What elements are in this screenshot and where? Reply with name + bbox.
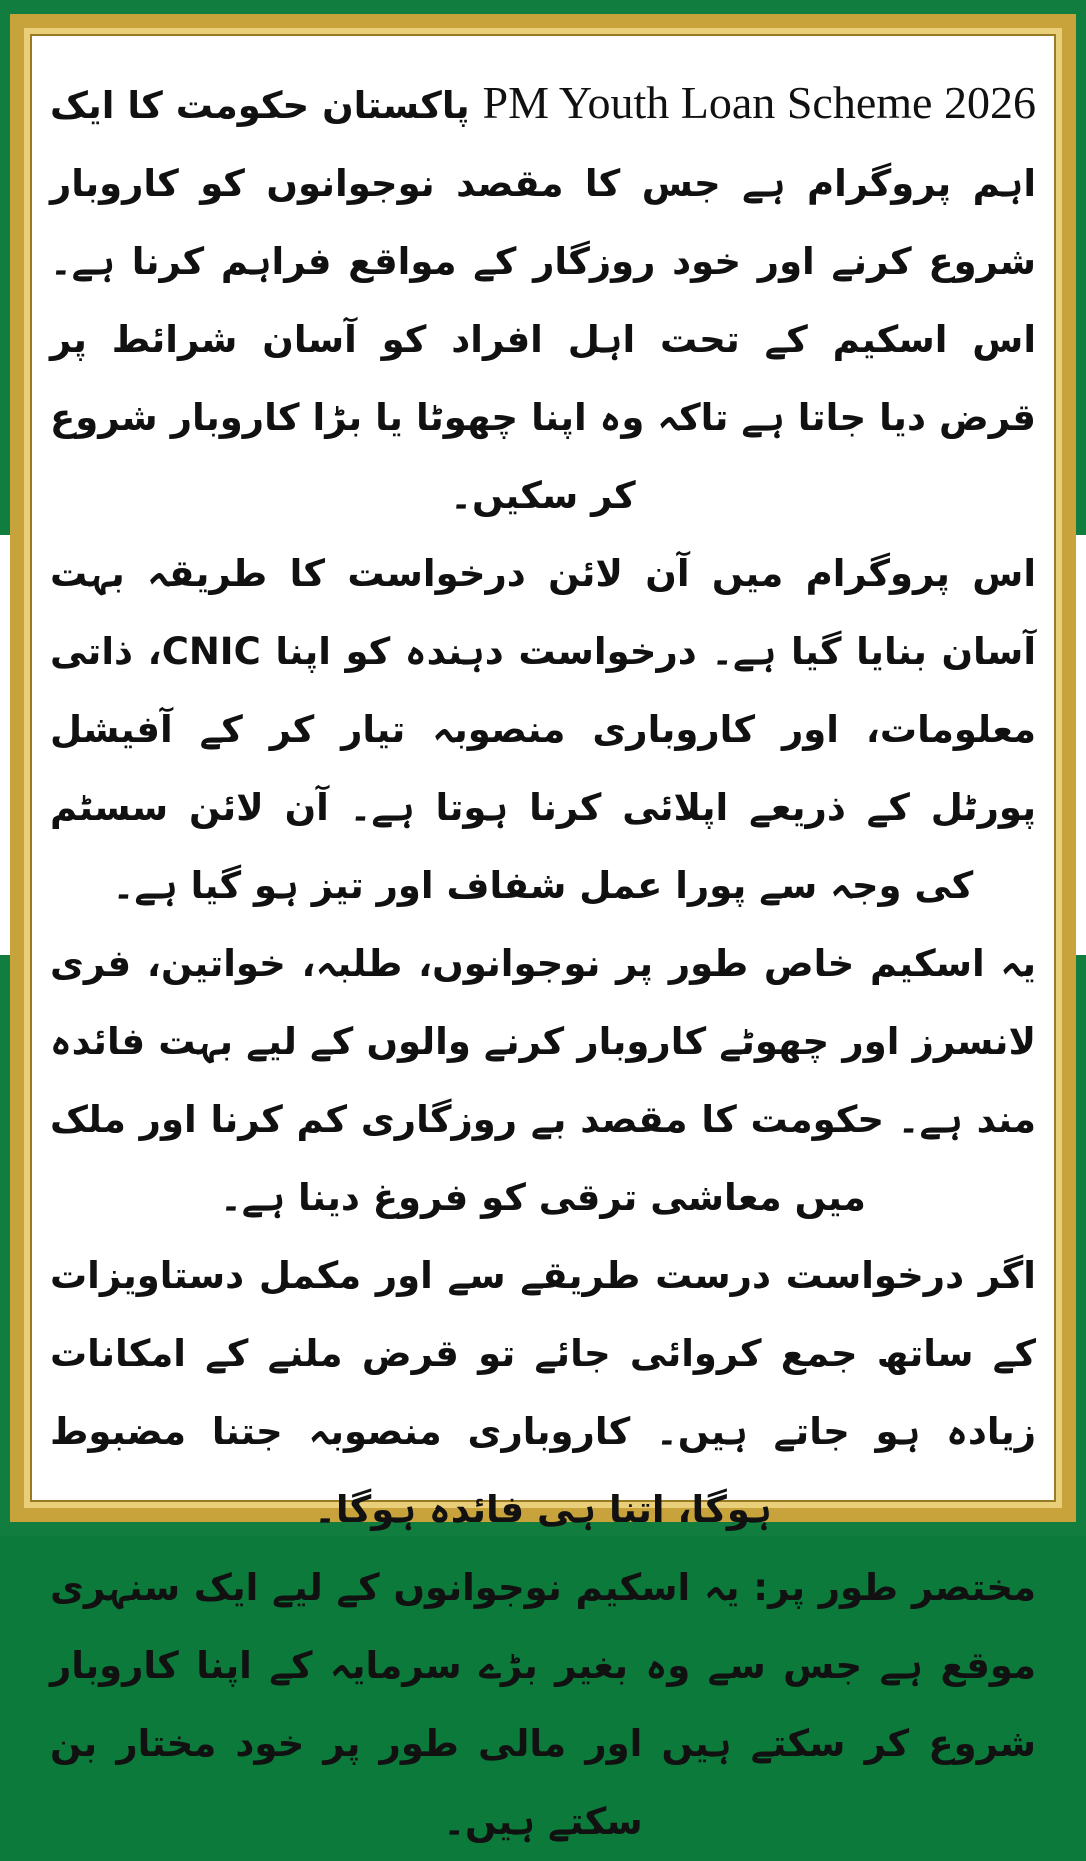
paragraph-summary: مختصر طور پر: یہ اسکیم نوجوانوں کے لیے ایک سنہری موقع ہے جس سے وہ بغیر بڑے سرمایہ کے اپنا کاروبار شروع کر سکتے ہیں اور مالی طور پر خود مختار بن سکتے ہیں۔: [50, 1566, 1036, 1843]
paragraph-documents: اگر درخواست درست طریقے سے اور مکمل دستاویزات کے ساتھ جمع کروائی جائے تو قرض ملنے کے امکانات زیادہ ہو جاتے ہیں۔ کاروباری منصوبہ جتنا مضبوط ہوگا، اتنا ہی فائدہ ہوگا۔: [50, 1254, 1036, 1531]
paragraph-beneficiaries: یہ اسکیم خاص طور پر نوجوانوں، طلبہ، خواتین، فری لانسرز اور چھوٹے کاروبار کرنے والوں کے لیے بہت فائدہ مند ہے۔ حکومت کا مقصد بے روزگاری کم کرنا اور ملک میں معاشی ترقی کو فروغ دینا ہے۔: [50, 942, 1036, 1219]
intro-text-after: پاکستان حکومت کا ایک اہم پروگرام ہے جس کا مقصد نوجوانوں کو کاروبار شروع کرنے اور خود روزگار کے مواقع فراہم کرنا ہے۔ اس اسکیم کے تحت اہل افراد کو آسان شرائط پر قرض دیا جاتا ہے تاکہ وہ اپنا چھوٹا یا بڑا کاروبار شروع کر سکیں۔: [50, 84, 1036, 517]
scheme-english-title: PM Youth Loan Scheme 2026: [482, 77, 1036, 128]
paragraph-online-application: اس پروگرام میں آن لائن درخواست کا طریقہ بہت آسان بنایا گیا ہے۔ درخواست دہندہ کو اپنا CNIC، ذاتی معلومات، اور کاروباری منصوبہ تیار کر کے آفیشل پورٹل کے ذریعے اپلائی کرنا ہوتا ہے۔ آن لائن سسٹم کی وجہ سے پورا عمل شفاف اور تیز ہو گیا ہے۔: [50, 552, 1036, 907]
document-page: [30, 34, 1056, 1843]
article-body: [50, 64, 1036, 1843]
intro-paragraph: [50, 64, 1036, 535]
